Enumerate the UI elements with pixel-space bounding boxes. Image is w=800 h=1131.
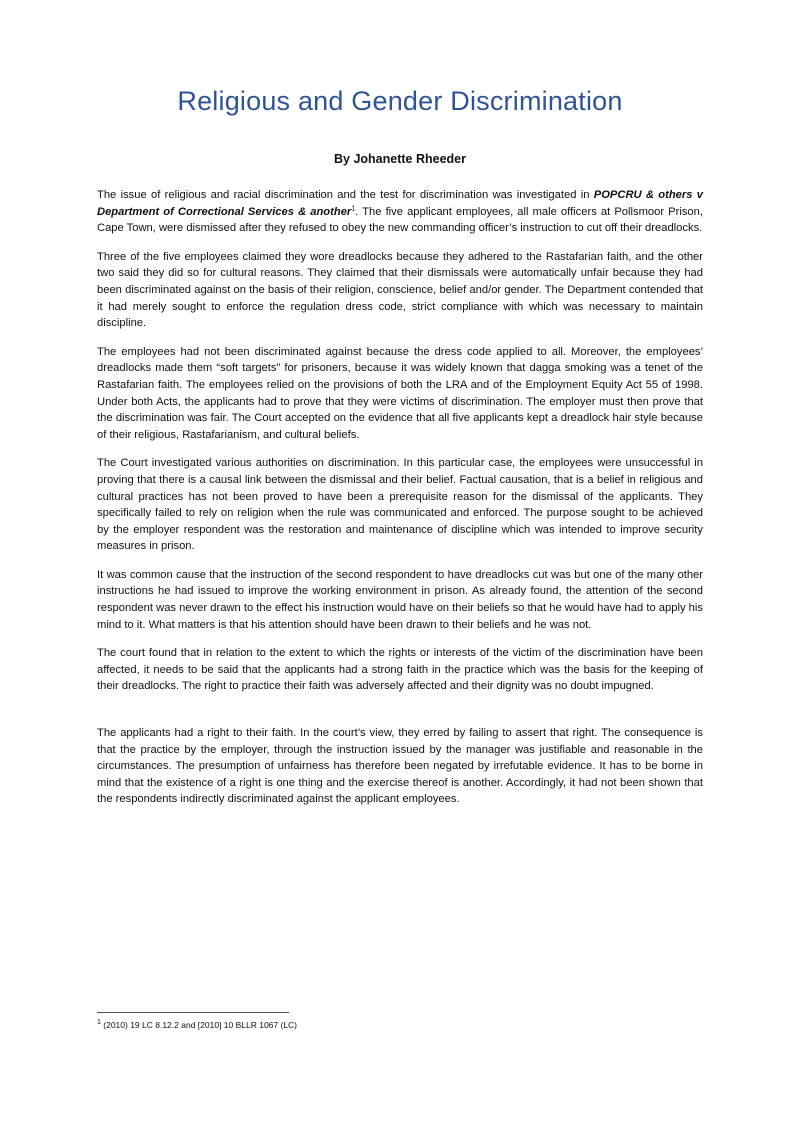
document-body [97,187,703,820]
footnote [97,1020,703,1030]
footnote-reference: 1 [351,204,356,212]
author-byline: By Johanette Rheeder [334,152,466,166]
paragraph-7: The applicants had a right to their faith. In the court’s view, they erred by failing to assert that right. The consequence is that the practice by the employer, through the instruction issued by the manager was justifiable and reasonable in the circumstances. The presumption of unfairness has therefore been negated by irrefutable evidence. It has to be borne in mind that the existence of a right is one thing and the exercise thereof is another. Accordingly, it had not been shown that the respondents indirectly discriminated against the applicant employees. [97,727,703,806]
paragraph-5: It was common cause that the instruction of the second respondent to have dreadlocks cut was but one of the many other instructions he had issued to improve the working environment in prison. As already found, the attention of the second respondent was never drawn to the effect his instruction would have on their beliefs so that he would have had to apply his mind to it. What matters is that his attention should have been drawn to their beliefs and he was not. [97,568,703,631]
paragraph-2: Three of the five employees claimed they wore dreadlocks because they adhered to the Rastafarian faith, and the other two said they did so for cultural reasons. They claimed that their dismissals were automatically unfair because they had been discriminated against on the basis of their religion, conscience, belief and/or gender. The Department contended that it had merely sought to enforce the regulation dress code, strict compliance with which was necessary to maintain discipline. [97,250,703,330]
paragraph-1 [97,187,703,237]
footnote-divider [97,1012,289,1013]
paragraph-3: The employees had not been discriminated against because the dress code applied to all. Moreover, the employees’ dreadlocks made them “soft targets” for prisoners, because it was widely known that dagga smoking was a tenet of the Rastafarian faith. The employees relied on the provisions of both the LRA and of the Employment Equity Act 55 of 1998. Under both Acts, the applicants had to prove that they were victims of discrimination. The employer must then prove that the discrimination was fair. The Court accepted on the evidence that all five applicants kept a dreadlock hair style because of their religious, Rastafarianism, and cultural beliefs. [97,345,703,441]
footnote-text: (2010) 19 LC 8.12.2 and [2010] 10 BLLR 1067 (LC) [100,1020,298,1030]
paragraph-1-lead: The issue of religious and racial discrimination and the test for discrimination was investigated in [97,189,594,201]
document-title: Religious and Gender Discrimination [177,86,623,116]
footnote-mark: 1 [97,1019,101,1027]
paragraph-4: The Court investigated various authorities on discrimination. In this particular case, the employees were unsuccessful in proving that there is a causal link between the dismissal and their belief. Factual causation, that is a belief in religious and cultural practices has not been proved to have been a prerequisite reason for the dismissal of the applicants. They specifically failed to rely on religion when the rule was communicated and enforced. The purpose sought to be achieved by the employer respondent was the restoration and maintenance of discipline which was intended to improve security measures in prison. [97,457,703,553]
paragraph-6: The court found that in relation to the extent to which the rights or interests of the victim of the discrimination have been affected, it needs to be said that the applicants had a strong faith in the practice which was the basis for the keeping of their dreadlocks. The right to practice their faith was adversely affected and their dignity was no doubt impugned. [97,647,703,693]
paragraph-1-rest: . The five applicant employees, all male officers at Pollsmoor Prison, Cape Town, were dismissed after they refused to obey the new commanding officer’s instruction to cut off their dreadlocks. [97,205,703,235]
case-citation: POPCRU & others v Department of Correctional Services & another [97,189,703,218]
